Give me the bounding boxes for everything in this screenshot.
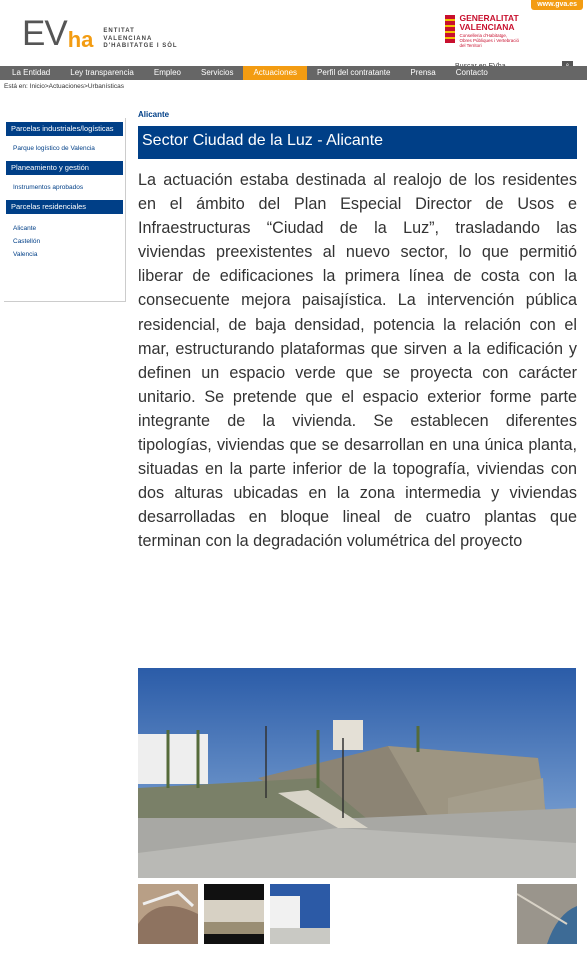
nav-item-empleo[interactable]: Empleo bbox=[153, 68, 181, 77]
gv-small-line: Conselleria d'Habitatge, bbox=[459, 33, 508, 38]
thumbnail-image bbox=[204, 884, 264, 944]
nav-item-actuaciones[interactable]: Actuaciones bbox=[243, 66, 307, 80]
evha-logo[interactable] bbox=[22, 16, 178, 52]
logo-subtitle-line: D'HABITATGE I SÒL bbox=[103, 43, 178, 49]
logo-ev: EV bbox=[22, 14, 67, 53]
sidebar-item-valencia[interactable]: Valencia bbox=[13, 251, 38, 258]
logo-subtitle-line: ENTITAT bbox=[103, 28, 135, 34]
sidebar-heading-industriales[interactable]: Parcelas industriales/logísticas bbox=[6, 122, 123, 136]
sidebar bbox=[4, 118, 126, 302]
main-nav bbox=[0, 66, 587, 80]
breadcrumb: Está en: Inicio>Actuaciones>Urbanísticas bbox=[4, 83, 124, 90]
main-photo-image bbox=[138, 668, 576, 878]
nav-item-perfil-contratante[interactable]: Perfil del contratante bbox=[317, 68, 391, 77]
thumbnail-image bbox=[517, 884, 577, 944]
generalitat-shield-icon bbox=[445, 15, 455, 43]
header bbox=[0, 8, 587, 66]
sidebar-heading-residenciales[interactable]: Parcelas residenciales bbox=[6, 200, 123, 214]
nav-item-servicios[interactable]: Servicios bbox=[200, 68, 234, 77]
sidebar-item-parque-logistico[interactable]: Parque logístico de Valencia bbox=[13, 145, 95, 152]
nav-item-prensa[interactable]: Prensa bbox=[410, 68, 436, 77]
logo-subtitle-line: VALENCIANA bbox=[103, 35, 153, 42]
logo-ha: ha bbox=[67, 27, 94, 52]
nav-item-ley-transparencia[interactable]: Ley transparencia bbox=[70, 68, 134, 77]
sidebar-item-instrumentos[interactable]: Instrumentos aprobados bbox=[13, 184, 84, 191]
gv-conselleria bbox=[459, 33, 519, 48]
nav-item-contacto[interactable]: Contacto bbox=[455, 68, 488, 77]
nav-item-la-entidad[interactable]: La Entidad bbox=[12, 68, 51, 77]
thumbnail-image bbox=[138, 884, 198, 944]
sidebar-item-alicante[interactable]: Alicante bbox=[13, 225, 37, 232]
thumbnail-4-map[interactable] bbox=[517, 884, 577, 944]
sidebar-heading-planeamiento[interactable]: Planeamiento y gestión bbox=[6, 161, 123, 175]
sidebar-item-castellon[interactable]: Castellón bbox=[13, 238, 41, 245]
gv-small-line: Obres Públiques i Vertebració bbox=[459, 38, 519, 43]
logo-subtitle bbox=[103, 28, 177, 51]
thumbnail-3[interactable] bbox=[270, 884, 330, 944]
description-text: La actuación estaba destinada al realojo de los residentes en el ámbito del Plan Especial Director de Usos e Infraestructuras “Ciudad de la Luz”, trasladando las viviendas preexistentes al nuevo sector, lo que permitió liberar de edificaciones la primera línea de costa con la consecuente mejora paisajística. La intervención pública residencial, de baja densidad, potencia la relación con el mar, estructurando plataformas que sirven a la edificación y definen un espacio verde que se proyecta con carácter unitario. Se pretende que el espacio exterior forme parte integrante de la vivienda. Se establecen diferentes tipologías, viviendas que se desarrollan en una única planta, situadas en la parte inferior de la topografía, viviendas con dos alturas ubicadas en la zona intermedia y viviendas desarrolladas en bloque lineal de cuatro plantas que terminan con la degradación volumétrica del proyecto bbox=[138, 171, 577, 551]
thumbnail-2[interactable] bbox=[204, 884, 264, 944]
main-photo[interactable] bbox=[138, 668, 576, 878]
gv-line2: VALENCIANA bbox=[459, 22, 515, 32]
thumbnail-1[interactable] bbox=[138, 884, 198, 944]
page-title: Sector Ciudad de la Luz - Alicante bbox=[138, 126, 577, 159]
thumbnail-image bbox=[270, 884, 330, 944]
generalitat-logo[interactable] bbox=[445, 14, 519, 48]
gva-link[interactable]: www.gva.es bbox=[531, 0, 583, 10]
section-label: Alicante bbox=[138, 110, 170, 119]
gv-small-line: del Territori bbox=[459, 43, 482, 48]
gv-line1: GENERALITAT bbox=[459, 13, 519, 23]
